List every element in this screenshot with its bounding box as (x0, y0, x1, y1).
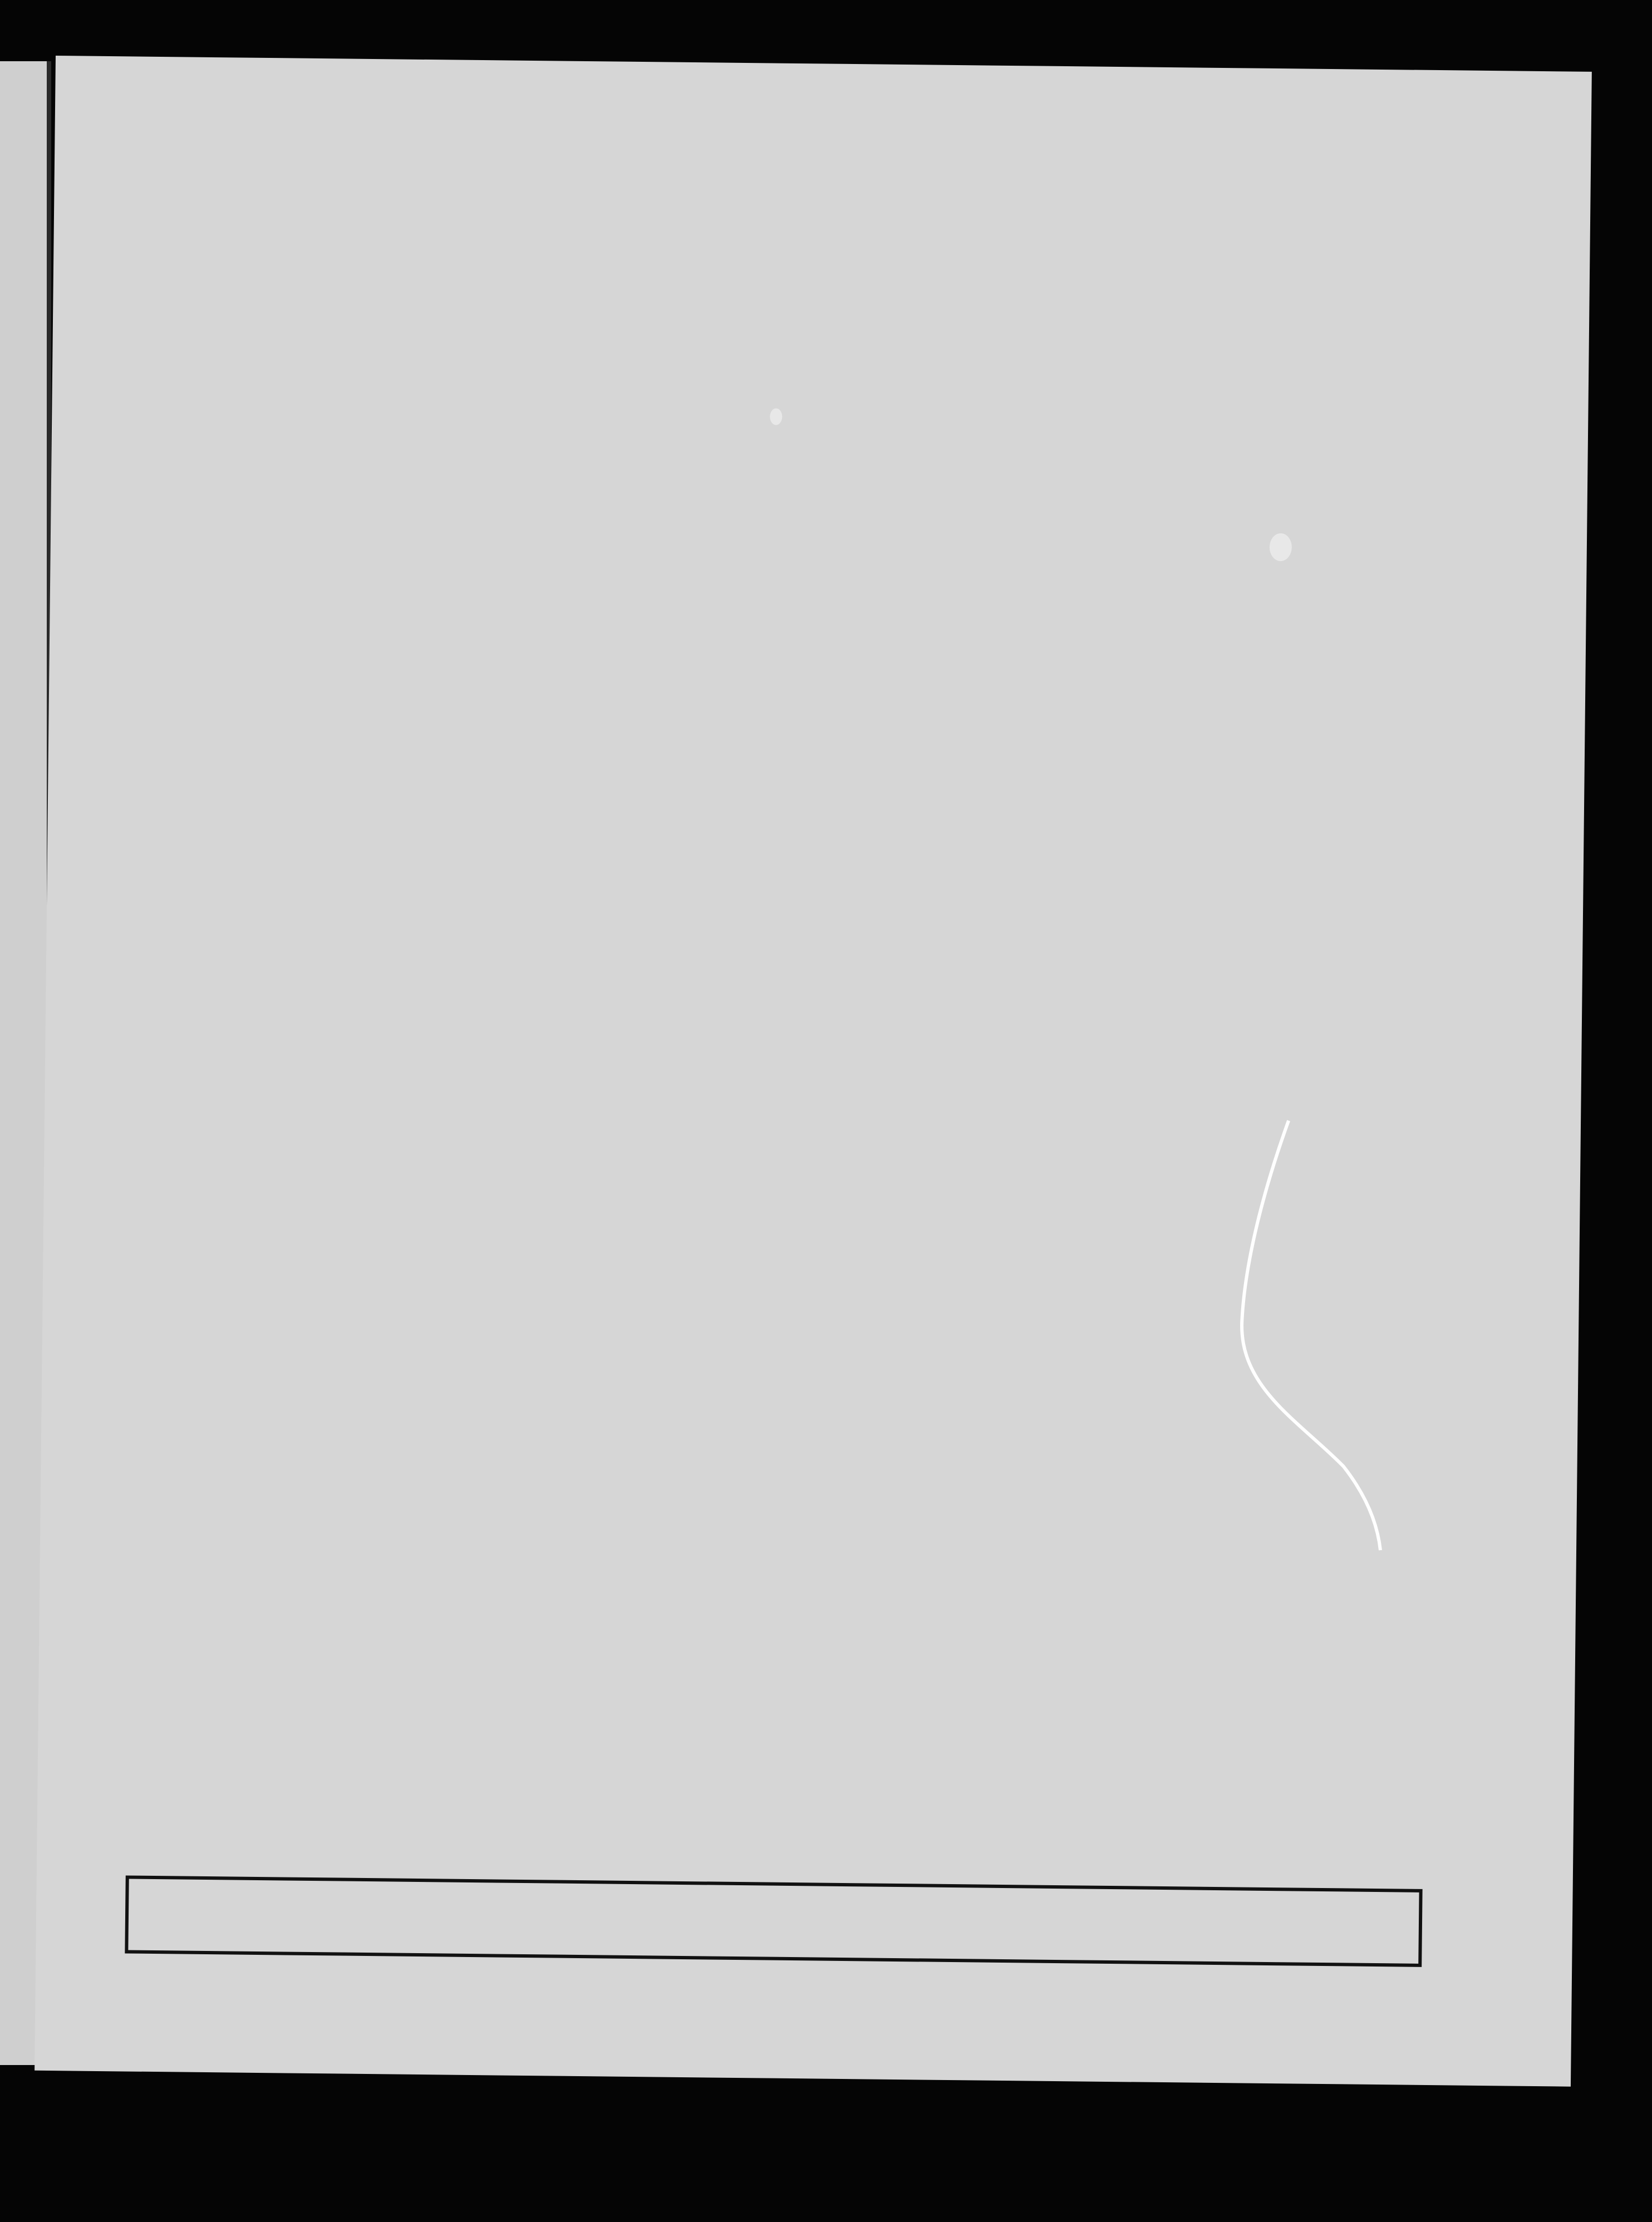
intro-english (165, 278, 749, 284)
reduction-ratio-scale (125, 1875, 1422, 1967)
right-checklist (56, 56, 1592, 72)
pen-stroke-mark (1231, 1109, 1414, 1556)
notes-page (35, 56, 1592, 2087)
page-title (477, 227, 1312, 236)
intro-french (894, 296, 1534, 302)
left-checklist (56, 56, 1592, 72)
paper-speck (770, 408, 782, 425)
paper-speck (1270, 533, 1292, 561)
reduction-ratio-labels (56, 56, 1592, 72)
